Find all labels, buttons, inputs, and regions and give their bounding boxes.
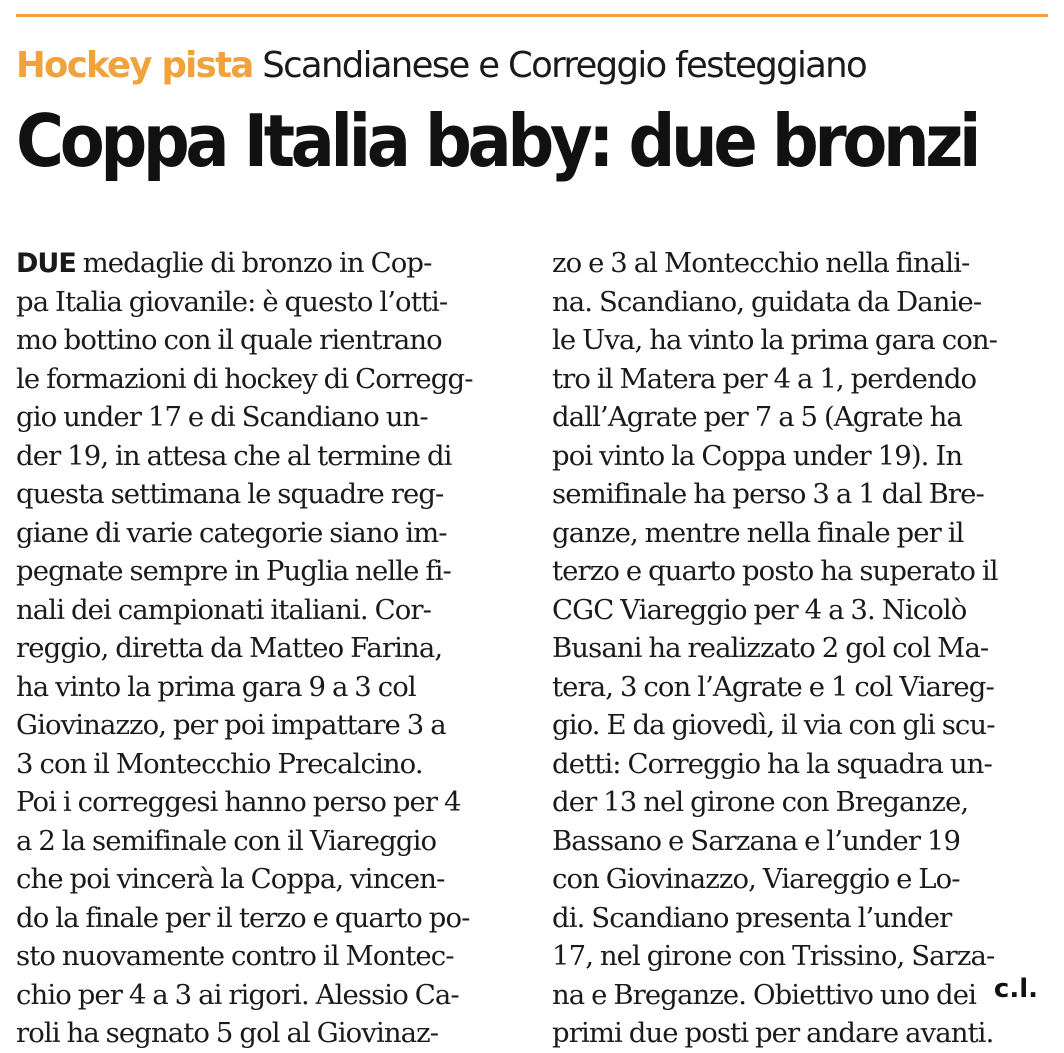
article-column-right [552,244,1040,1053]
section-tag: Hockey pista [16,45,253,86]
article-line: semifinale ha perso 3 a 1 dal Bre- [552,478,984,510]
article-line: der 13 nel girone con Breganze, [552,786,969,818]
article-line: pa Italia giovanile: è questo l’otti- [16,285,448,318]
article-line: giane di varie categorie siano im- [16,516,447,549]
article-line: a 2 la semifinale con il Viareggio [16,824,437,857]
article-line: che poi vincerà la Coppa, vincen- [16,863,445,895]
article-line: der 19, in attesa che al termine di [16,439,452,472]
article-line: na. Scandiano, guidata da Danie- [552,285,982,318]
article-line-text: medaglie di bronzo in Cop- [75,247,432,279]
article-column-left [16,244,504,1053]
article-line: Poi i correggesi hanno perso per 4 [16,786,461,818]
article-line: 17, nel girone con Trissino, Sarza- [552,940,995,972]
article-line: do la finale per il terzo e quarto po- [16,901,470,934]
author-signature: c.l. [993,974,1038,1004]
article-line: Bassano e Sarzana e l’under 19 [552,824,961,857]
article-line: le Uva, ha vinto la prima gara con- [552,324,998,356]
kicker-text: Scandianese e Correggio festeggiano [262,45,866,86]
top-rule [16,14,1048,17]
article-line: poi vinto la Coppa under 19). In [552,439,963,472]
article-line: dall’Agrate per 7 a 5 (Agrate ha [552,401,962,433]
article-line: chio per 4 a 3 ai rigori. Alessio Ca- [16,978,459,1011]
article-line: tera, 3 con l’Agrate e 1 col Viareg- [552,670,994,703]
article-line: nali dei campionati italiani. Cor- [16,593,432,626]
article-line: pegnate sempre in Puglia nelle fi- [16,555,451,587]
article-line: con Giovinazzo, Viareggio e Lo- [552,863,960,895]
article-line: detti: Correggio ha la squadra un- [552,747,992,780]
article-line: sto nuovamente contro il Montec- [16,940,454,972]
article-line: ha vinto la prima gara 9 a 3 col [16,670,416,703]
article-line: tro il Matera per 4 a 1, perdendo [552,362,977,395]
article-line: gio under 17 e di Scandiano un- [16,401,428,433]
article-line: Busani ha realizzato 2 gol col Ma- [552,632,989,664]
article-line: gio. E da giovedì, il via con gli scu- [552,709,995,741]
headline: Coppa Italia baby: due bronzi [16,99,978,183]
kicker [16,44,866,87]
article-line: na e Breganze. Obiettivo uno dei [552,978,976,1011]
lead-word: DUE [16,248,76,279]
article-line: le formazioni di hockey di Corregg- [16,362,473,395]
article-line [16,244,504,283]
article-line: 3 con il Montecchio Precalcino. [16,747,423,780]
article-line: terzo e quarto posto ha superato il [552,555,998,587]
article-line: zo e 3 al Montecchio nella finali- [552,247,970,279]
article-line: ganze, mentre nella finale per il [552,516,964,549]
article-line: di. Scandiano presenta l’under [552,901,952,934]
article-line: reggio, diretta da Matteo Farina, [16,632,443,664]
article-line: CGC Viareggio per 4 a 3. Nicolò [552,593,967,626]
article-line: roli ha segnato 5 gol al Giovinaz- [16,1017,439,1049]
article-line: mo bottino con il quale rientrano [16,324,442,356]
article-line: questa settimana le squadre reg- [16,478,444,510]
article-line: Giovinazzo, per poi impattare 3 a [16,709,446,741]
article-line: primi due posti per andare avanti. [552,1017,994,1049]
